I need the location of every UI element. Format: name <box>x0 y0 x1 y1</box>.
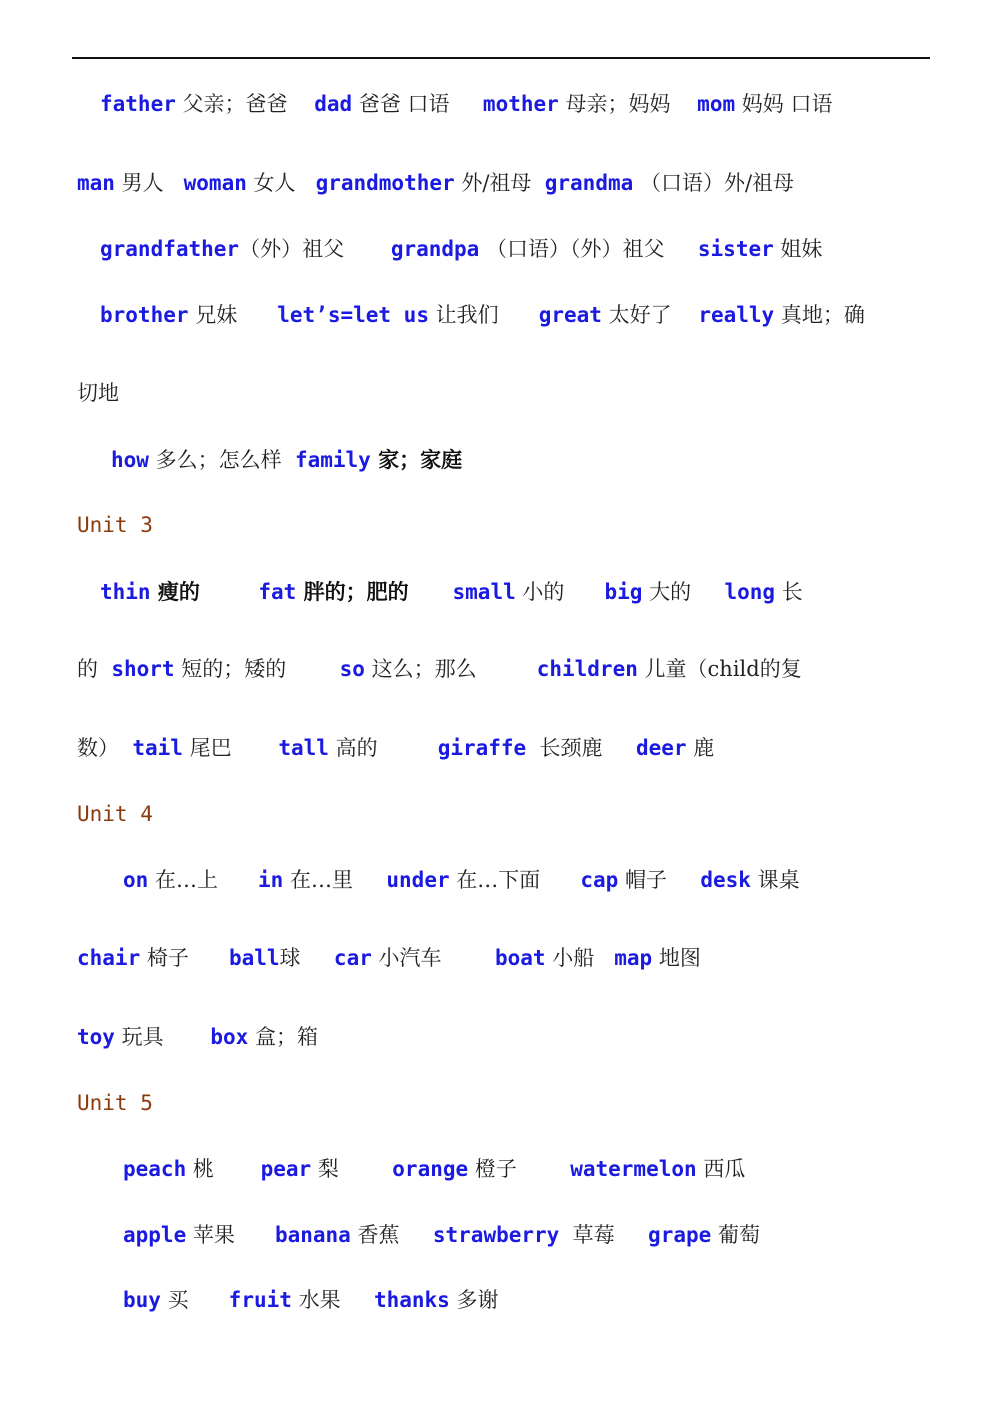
vocab-meaning: 多么；怎么样 <box>148 448 295 472</box>
vocab-meaning: 在…下面 <box>449 868 581 892</box>
vocab-word: grandmother <box>315 171 455 195</box>
vocab-meaning: 橙子 <box>468 1157 571 1181</box>
vocab-meaning: 课桌 <box>750 868 800 892</box>
vocab-meaning: 草莓 <box>559 1223 649 1247</box>
vocab-word: peach <box>123 1157 187 1181</box>
vocab-word: fruit <box>228 1288 292 1312</box>
vocab-word: grape <box>648 1223 712 1247</box>
vocab-word: banana <box>274 1223 351 1247</box>
vocab-word: toy <box>77 1025 115 1049</box>
vocab-meaning: 在…里 <box>283 868 387 892</box>
vocab-meaning: 尾巴 <box>182 736 279 760</box>
vocab-word: brother <box>100 303 189 327</box>
vocab-meaning: 爸爸 口语 <box>352 92 483 116</box>
vocab-word: chair <box>77 946 141 970</box>
vocab-word: box <box>210 1025 249 1049</box>
vocab-word: family <box>294 448 371 472</box>
vocab-word: mother <box>482 92 559 116</box>
vocab-meaning: 长 <box>775 580 803 604</box>
vocab-line <box>100 94 832 115</box>
vocab-word: father <box>100 92 176 116</box>
vocab-word: under <box>386 868 450 892</box>
vocab-meaning: 妈妈 口语 <box>735 92 833 116</box>
vocab-word: on <box>123 868 149 892</box>
vocab-meaning: 鹿 <box>686 736 715 760</box>
vocab-meaning: 短的；矮的 <box>174 657 340 681</box>
vocab-line <box>123 1159 745 1180</box>
vocab-line <box>77 659 802 680</box>
vocab-meaning: 真地；确 <box>774 303 865 327</box>
vocab-meaning: 数） <box>77 736 133 760</box>
vocab-word: map <box>614 946 653 970</box>
vocab-meaning: 多谢 <box>449 1288 499 1312</box>
vocab-word: orange <box>392 1157 469 1181</box>
vocab-word: apple <box>123 1223 187 1247</box>
vocab-word: grandma <box>544 171 634 195</box>
vocab-word: strawberry <box>432 1223 560 1247</box>
vocab-word: tall <box>278 736 329 760</box>
vocab-word: deer <box>635 736 687 760</box>
vocab-meaning: 西瓜 <box>696 1157 746 1181</box>
vocab-word: pear <box>260 1157 312 1181</box>
vocab-word: tail <box>132 736 183 760</box>
vocab-meaning: 女人 <box>246 171 316 195</box>
unit-title: Unit 5 <box>77 1091 153 1115</box>
vocab-meaning: 玩具 <box>114 1025 211 1049</box>
vocab-word: so <box>339 657 365 681</box>
vocab-word: car <box>333 946 372 970</box>
vocab-meaning: 小船 <box>545 946 615 970</box>
vocab-word: giraffe <box>437 736 527 760</box>
vocab-meaning: 盒；箱 <box>248 1025 318 1049</box>
vocab-word: grandpa <box>390 237 480 261</box>
vocab-word: sister <box>697 237 774 261</box>
vocab-line <box>77 948 701 969</box>
vocab-meaning: 椅子 <box>140 946 229 970</box>
vocab-meaning: 桃 <box>186 1157 261 1181</box>
vocab-word: mom <box>697 92 736 116</box>
vocab-meaning: 让我们 <box>428 303 539 327</box>
vocab-line <box>77 1027 318 1048</box>
vocab-line <box>77 383 119 404</box>
vocab-line <box>100 239 822 260</box>
unit-heading <box>77 804 153 825</box>
vocab-word: woman <box>183 171 247 195</box>
vocab-meaning: 儿童（child的复 <box>637 657 802 681</box>
vocab-meaning: 瘦的 <box>150 579 259 604</box>
vocab-word: really <box>698 303 775 327</box>
vocab-meaning: 父亲；爸爸 <box>175 92 315 116</box>
vocab-meaning: 胖的；肥的 <box>296 579 453 604</box>
vocab-meaning: 葡萄 <box>711 1223 760 1247</box>
vocab-line <box>100 581 803 603</box>
unit-title: Unit 3 <box>77 513 153 537</box>
vocab-line <box>77 173 794 194</box>
vocab-meaning: 高的 <box>328 736 438 760</box>
vocab-word: buy <box>123 1288 161 1312</box>
vocab-word: how <box>111 448 149 472</box>
vocab-meaning: 姐妹 <box>773 237 823 261</box>
vocab-meaning: （外）祖父 <box>239 237 391 261</box>
vocab-word: fat <box>258 580 297 604</box>
vocab-word: boat <box>494 946 546 970</box>
unit-title: Unit 4 <box>77 802 153 826</box>
vocab-line <box>123 1225 760 1246</box>
vocab-meaning: （口语）（外）祖父 <box>479 237 698 261</box>
vocab-meaning: 苹果 <box>186 1223 275 1247</box>
unit-heading <box>77 515 153 536</box>
vocab-meaning: 水果 <box>291 1288 374 1312</box>
vocab-word: ball <box>228 946 280 970</box>
vocab-word: cap <box>580 868 619 892</box>
vocab-line <box>111 449 462 471</box>
vocab-meaning: 香蕉 <box>350 1223 433 1247</box>
vocab-word: thin <box>100 580 151 604</box>
vocab-meaning: 球 <box>279 946 334 970</box>
vocab-word: big <box>604 580 643 604</box>
vocab-word: children <box>536 657 638 681</box>
vocab-line <box>100 305 865 326</box>
vocab-meaning: 这么；那么 <box>364 657 537 681</box>
vocab-meaning: 长颈鹿 <box>526 736 636 760</box>
vocab-line <box>77 738 714 759</box>
vocab-word: long <box>724 580 776 604</box>
vocab-word: man <box>77 171 115 195</box>
vocab-meaning: 帽子 <box>618 868 701 892</box>
vocab-word: grandfather <box>100 237 240 261</box>
vocab-meaning: 外/祖母 <box>454 171 545 195</box>
vocab-word: short <box>111 657 175 681</box>
vocab-meaning: 买 <box>160 1288 229 1312</box>
vocab-meaning: 梨 <box>311 1157 393 1181</box>
vocab-word: let’s=let us <box>277 303 429 327</box>
vocab-meaning: 地图 <box>652 946 701 970</box>
vocab-meaning: 在…上 <box>148 868 259 892</box>
vocab-meaning: 男人 <box>114 171 184 195</box>
vocab-line <box>123 1290 499 1311</box>
header-rule <box>72 57 930 59</box>
vocab-line <box>123 870 800 891</box>
vocab-meaning: 切地 <box>77 381 119 405</box>
vocab-word: desk <box>700 868 751 892</box>
vocab-meaning: 小的 <box>515 580 605 604</box>
vocab-word: thanks <box>373 1288 450 1312</box>
vocab-meaning: （口语）外/祖母 <box>633 171 795 195</box>
vocab-meaning: 大的 <box>642 580 725 604</box>
vocab-word: great <box>538 303 602 327</box>
vocab-meaning: 家；家庭 <box>370 447 463 472</box>
vocab-word: watermelon <box>570 1157 697 1181</box>
vocab-meaning: 母亲；妈妈 <box>558 92 698 116</box>
vocab-word: small <box>452 580 516 604</box>
vocab-word: dad <box>314 92 353 116</box>
vocab-word: in <box>258 868 284 892</box>
vocab-meaning: 兄妹 <box>188 303 278 327</box>
unit-heading <box>77 1093 153 1114</box>
vocab-meaning: 的 <box>77 657 112 681</box>
vocab-meaning: 小汽车 <box>371 946 495 970</box>
vocab-meaning: 太好了 <box>601 303 699 327</box>
